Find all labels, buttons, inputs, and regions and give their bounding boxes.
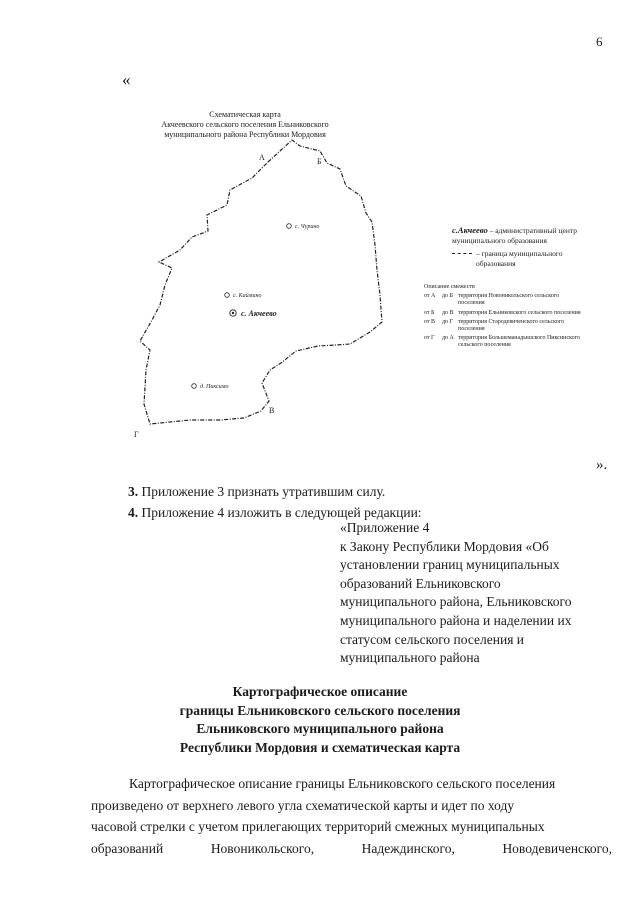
- legend-center-desc: – административный центр муниципального образования: [452, 226, 577, 245]
- heading-line: Картографическое описание: [232, 684, 408, 699]
- settlement-marker: [225, 293, 230, 298]
- adjacency-to: до Г: [442, 318, 454, 325]
- amendment-items: [128, 481, 422, 523]
- body-word: Новодевиченского,: [502, 840, 612, 856]
- point-g-label: Г: [134, 430, 139, 439]
- admin-center-label: с. Акчеево: [241, 309, 277, 318]
- body-line: [91, 838, 612, 860]
- adjacency-desc: территория Новоникольского сельского поселения: [458, 293, 560, 307]
- adjacency-to: до А: [442, 335, 454, 342]
- section-heading: [100, 683, 540, 757]
- body-line: [91, 773, 612, 795]
- legend-border-desc: – граница муниципального образования: [476, 249, 563, 268]
- body-word: Надеждинского,: [361, 840, 455, 856]
- admin-center-dot: [232, 312, 234, 314]
- point-v-label: В: [269, 406, 275, 415]
- map-title-line: муниципального района Республики Мордовия: [164, 130, 326, 139]
- adjacency-row: [424, 319, 586, 333]
- map-title-line: Схематическая карта: [209, 110, 281, 119]
- body-line: произведено от верхнего левого угла схематической карты и идет по ходу: [91, 797, 515, 813]
- heading-line: Республики Мордовия и схематическая карта: [179, 739, 461, 755]
- adjacency-from: от В: [424, 318, 436, 325]
- adjacency-desc: территория Большеманадышского Пиксинского сельского поселения: [458, 335, 580, 349]
- item-text: Приложение 4 изложить в следующей редакции:: [138, 505, 422, 520]
- page-number: 6: [596, 34, 603, 49]
- appendix-line: «Приложение 4: [340, 520, 430, 535]
- appendix-reference: [340, 519, 610, 668]
- heading-line: Ельниковского муниципального района: [196, 721, 444, 737]
- map-legend: [452, 226, 582, 268]
- point-b-label: Б: [317, 157, 322, 166]
- legend-border: [452, 249, 582, 268]
- appendix-line: к Закону Республики Мордовия «Об: [340, 538, 549, 554]
- adjacency-table: [424, 284, 586, 352]
- adjacency-row: [424, 310, 586, 317]
- adjacency-from: от Б: [424, 309, 435, 316]
- adjacency-desc: территория Стародевиченского сельского поселения: [458, 318, 565, 333]
- heading-line: границы Ельниковского сельского поселения: [179, 702, 461, 718]
- opening-quote: «: [122, 70, 131, 89]
- appendix-line: муниципального района и наделении их: [340, 612, 572, 628]
- appendix-line: муниципального района, Ельниковского: [340, 594, 572, 610]
- legend-admin-center: [452, 226, 582, 245]
- border-line-sample: [452, 253, 472, 254]
- adjacency-to: до В: [442, 309, 454, 316]
- settlement-label: с. Каймино: [233, 293, 262, 299]
- adjacency-row: [424, 335, 586, 349]
- body-word: образований: [91, 840, 164, 856]
- adjacency-to: до Б: [442, 293, 453, 300]
- appendix-line: установлении границ муниципальных: [340, 557, 560, 573]
- body-line: часовой стрелки с учетом прилегающих территорий смежных муниципальных: [91, 819, 545, 834]
- amendment-item: [128, 481, 422, 502]
- point-a-label: А: [259, 153, 265, 162]
- item-number: 3.: [128, 484, 139, 499]
- adjacency-title: Описание смежеств: [424, 284, 475, 290]
- item-text: Приложение 3 признать утратившим силу.: [138, 484, 386, 499]
- closing-quote: ».: [596, 457, 608, 473]
- appendix-line: муниципального района: [340, 650, 480, 666]
- settlement-marker: [192, 384, 197, 389]
- body-line-text: Картографическое описание границы Ельниковского сельского поселения: [129, 776, 556, 791]
- appendix-line: образований Ельниковского: [340, 575, 501, 591]
- adjacency-from: от А: [424, 293, 436, 300]
- settlement-marker: [287, 224, 292, 229]
- appendix-line: статусом сельского поселения и: [340, 631, 525, 647]
- boundary-line: [140, 140, 382, 424]
- settlement-label: д. Пиксимо: [200, 384, 229, 390]
- adjacency-desc: территория Ельниковского сельского поселения: [458, 309, 581, 316]
- settlement-label: с. Чурино: [295, 224, 320, 230]
- adjacency-row: [424, 293, 586, 307]
- adjacency-from: от Г: [424, 335, 435, 342]
- body-paragraph: [91, 773, 612, 859]
- map-title-line: Акчеевского сельского поселения Ельниковского: [161, 120, 329, 129]
- body-word: Новоникольского,: [210, 840, 315, 856]
- legend-center-name: с.Акчеево: [452, 225, 488, 235]
- item-number: 4.: [128, 505, 139, 520]
